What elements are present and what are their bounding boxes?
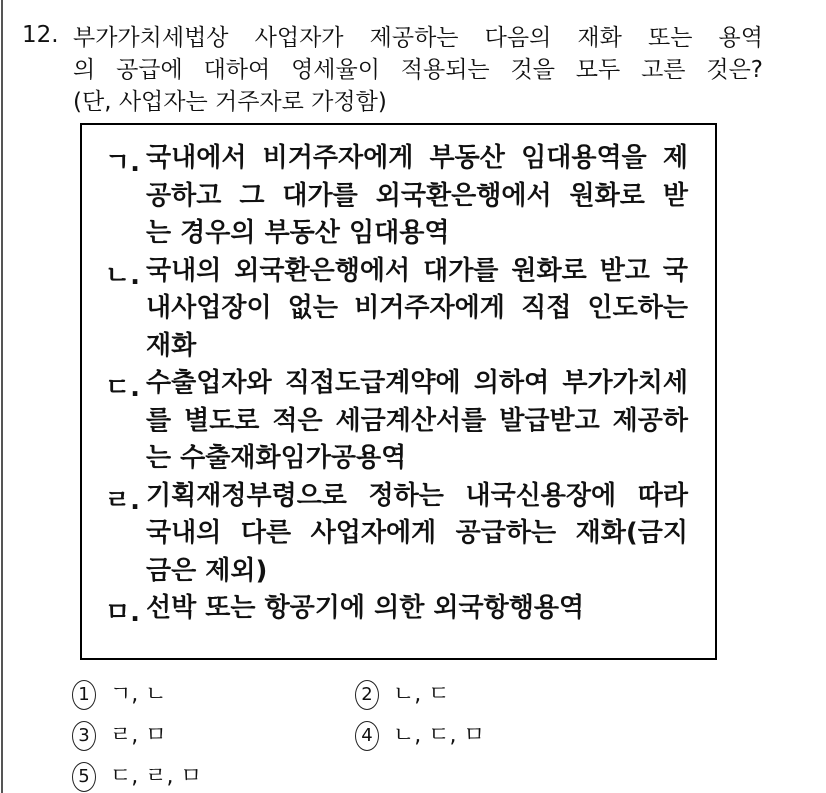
choice-text: ㄷ, ㄹ, ㅁ [110,764,202,789]
item-text-line: 는 경우의 부동산 임대용역 [146,218,450,248]
choice-4[interactable] [355,718,485,751]
item-mark: ㅁ. [105,598,140,628]
choice-text: ㄴ, ㄷ [393,682,450,707]
item-text-line: 국내의 다른 사업자에게 공급하는 재화(금지 [146,518,688,548]
choice-number: 5 [72,762,96,792]
choice-3[interactable] [72,718,167,751]
question-text-line: 의 공급에 대하여 영세율이 적용되는 것을 모두 고른 것은? [73,57,763,83]
choice-number: 1 [72,680,96,710]
choice-text: ㄱ, ㄴ [110,682,167,707]
choice-1[interactable] [72,677,167,710]
question-number: 12. [22,22,59,48]
question-text-line: 부가가치세법상 사업자가 제공하는 다음의 재화 또는 용역 [73,25,763,51]
item-mark: ㄷ. [105,373,140,403]
item-text-line: 재화 [146,330,197,361]
item-text-line: 공하고 그 대가를 외국환은행에서 원화로 받 [146,180,688,211]
item-text-line: 내사업장이 없는 비거주자에게 직접 인도하는 [146,293,688,323]
item-mark: ㄱ. [105,148,140,178]
choice-number: 2 [355,680,379,710]
item-text-line: 금은 제외) [146,555,268,586]
choice-text: ㄴ, ㄷ, ㅁ [393,723,485,748]
item-text-line: 수출업자와 직접도급계약에 의하여 부가가치세 [146,368,688,398]
item-text-line: 를 별도로 적은 세금계산서를 발급받고 제공하 [146,405,688,436]
choice-text: ㄹ, ㅁ [110,723,167,748]
item-text-line: 기획재정부령으로 정하는 내국신용장에 따라 [146,480,688,511]
choice-5[interactable] [72,759,202,792]
choice-number: 3 [72,721,96,751]
item-text-line: 국내에서 비거주자에게 부동산 임대용역을 제 [146,143,688,173]
item-text-line: 는 수출재화임가공용역 [146,443,407,473]
choice-number: 4 [355,721,379,751]
item-text-line: 국내의 외국환은행에서 대가를 원화로 받고 국 [146,255,688,286]
page-border [1,0,3,793]
item-mark: ㄴ. [105,260,140,291]
choice-2[interactable] [355,677,450,710]
question-text-line: (단, 사업자는 거주자로 가정함) [73,89,387,115]
item-text-line: 선박 또는 항공기에 의한 외국항행용역 [146,593,585,623]
item-mark: ㄹ. [105,485,140,516]
